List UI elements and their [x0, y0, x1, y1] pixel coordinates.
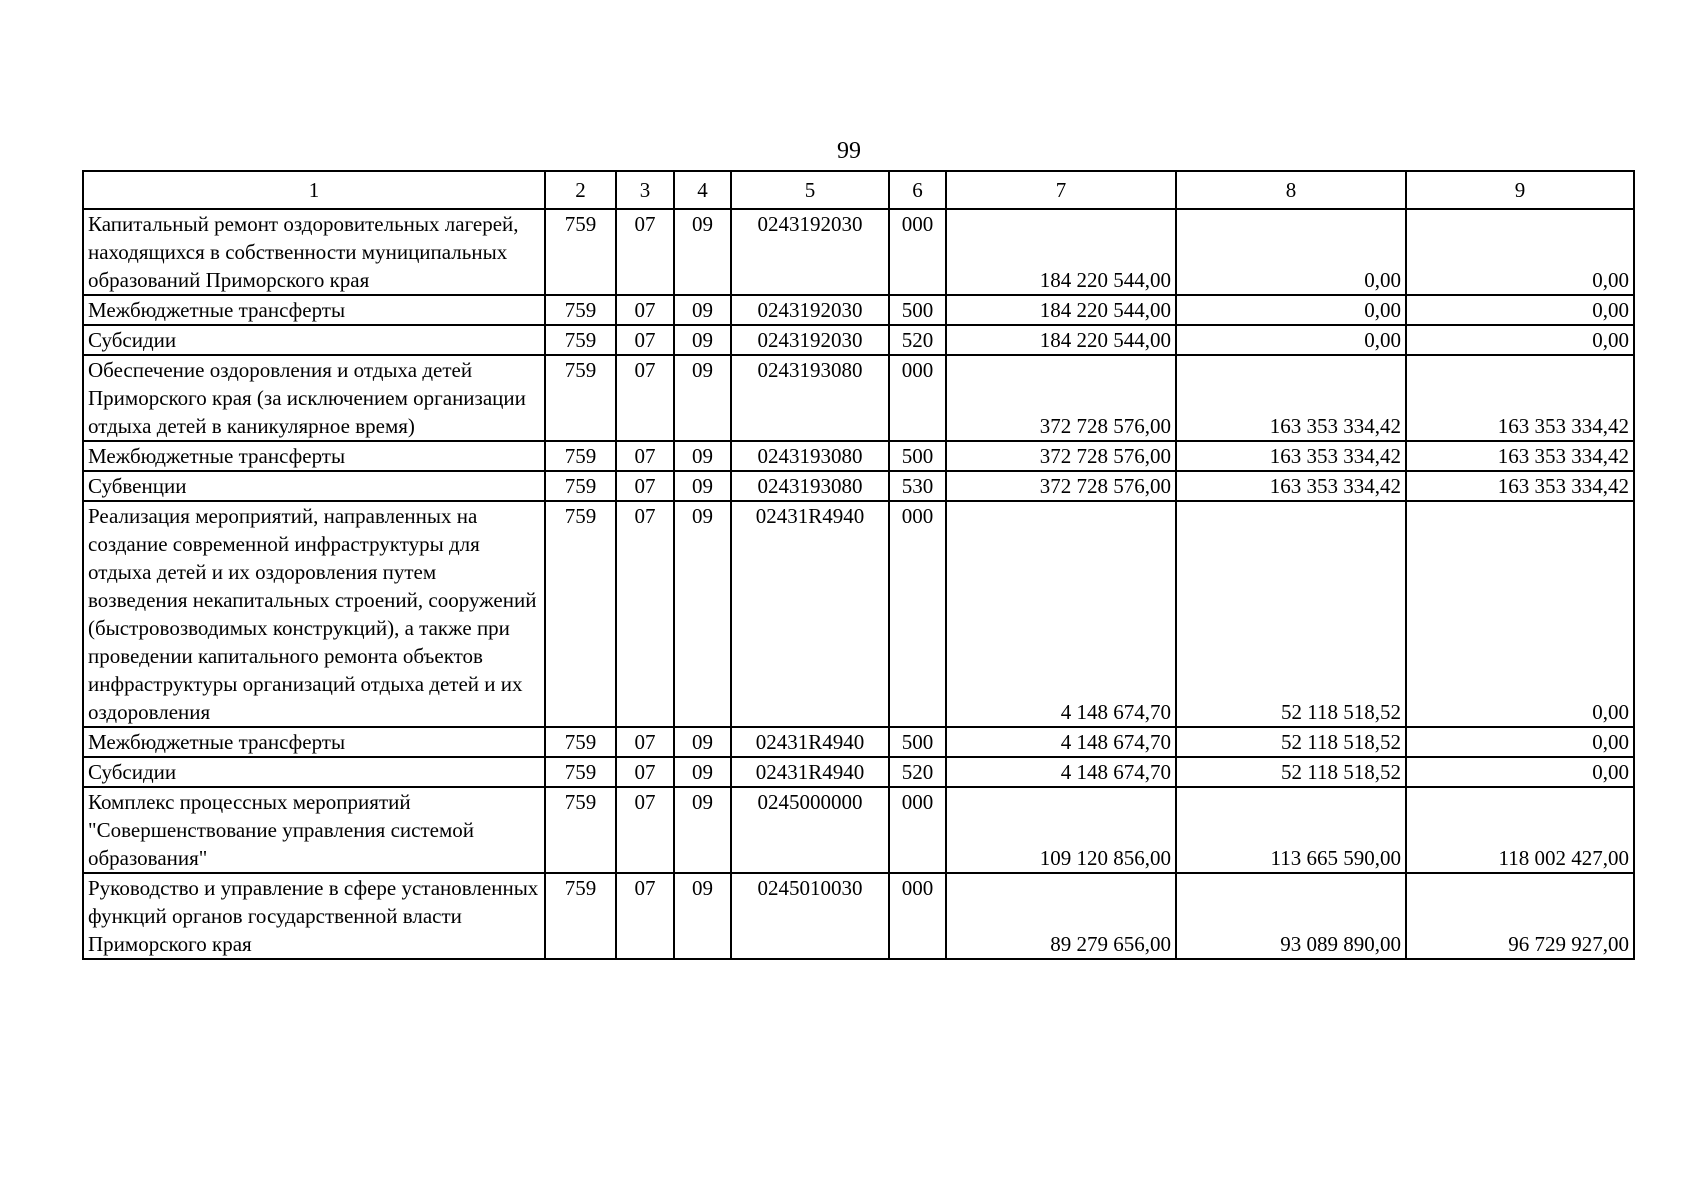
row-amount-col9: 0,00: [1406, 757, 1634, 787]
row-section-code: 07: [616, 355, 674, 441]
row-amount-col8: 52 118 518,52: [1176, 501, 1406, 727]
row-admin-code: 759: [545, 501, 616, 727]
table-row: [83, 471, 1634, 501]
row-target-code: 0243193080: [731, 441, 889, 471]
row-amount-col7: 4 148 674,70: [946, 727, 1176, 757]
row-admin-code: 759: [545, 295, 616, 325]
row-amount-col7: 109 120 856,00: [946, 787, 1176, 873]
table-row: [83, 727, 1634, 757]
row-target-code: 0245000000: [731, 787, 889, 873]
row-section-code: 07: [616, 471, 674, 501]
row-name: Межбюджетные трансферты: [83, 295, 545, 325]
row-admin-code: 759: [545, 325, 616, 355]
row-name: Реализация мероприятий, направленных на создание современной инфраструктуры для отдыха детей и их оздоровления путем возведения некапитальных строений, сооружений (быстровозводимых конструкций), а также при проведении капитального ремонта объектов инфраструктуры организаций отдыха детей и их оздоровления: [83, 501, 545, 727]
header-cell-1: 1: [83, 171, 545, 209]
row-subsection-code: 09: [674, 209, 731, 295]
row-section-code: 07: [616, 787, 674, 873]
row-amount-col8: 113 665 590,00: [1176, 787, 1406, 873]
row-name: Капитальный ремонт оздоровительных лагерей, находящихся в собственности муниципальных образований Приморского края: [83, 209, 545, 295]
row-name: Субсидии: [83, 325, 545, 355]
row-amount-col7: 372 728 576,00: [946, 355, 1176, 441]
table-row: [83, 787, 1634, 873]
row-amount-col9: 0,00: [1406, 209, 1634, 295]
row-amount-col8: 52 118 518,52: [1176, 727, 1406, 757]
row-section-code: 07: [616, 757, 674, 787]
row-expense-type-code: 500: [889, 295, 946, 325]
table-row: [83, 757, 1634, 787]
row-subsection-code: 09: [674, 441, 731, 471]
row-admin-code: 759: [545, 441, 616, 471]
row-expense-type-code: 000: [889, 209, 946, 295]
row-expense-type-code: 500: [889, 727, 946, 757]
row-subsection-code: 09: [674, 727, 731, 757]
row-name: Межбюджетные трансферты: [83, 441, 545, 471]
table-row: [83, 325, 1634, 355]
row-amount-col8: 52 118 518,52: [1176, 757, 1406, 787]
row-expense-type-code: 500: [889, 441, 946, 471]
row-subsection-code: 09: [674, 295, 731, 325]
row-expense-type-code: 530: [889, 471, 946, 501]
row-amount-col7: 89 279 656,00: [946, 873, 1176, 959]
row-amount-col9: 163 353 334,42: [1406, 441, 1634, 471]
row-section-code: 07: [616, 209, 674, 295]
row-amount-col7: 184 220 544,00: [946, 295, 1176, 325]
row-amount-col8: 0,00: [1176, 209, 1406, 295]
row-target-code: 0243192030: [731, 209, 889, 295]
row-amount-col7: 184 220 544,00: [946, 209, 1176, 295]
row-target-code: 0243192030: [731, 325, 889, 355]
row-admin-code: 759: [545, 727, 616, 757]
header-cell-3: 3: [616, 171, 674, 209]
row-amount-col8: 93 089 890,00: [1176, 873, 1406, 959]
row-target-code: 02431R4940: [731, 501, 889, 727]
row-target-code: 02431R4940: [731, 757, 889, 787]
row-amount-col9: 0,00: [1406, 501, 1634, 727]
row-amount-col7: 372 728 576,00: [946, 471, 1176, 501]
row-amount-col9: 96 729 927,00: [1406, 873, 1634, 959]
row-target-code: 02431R4940: [731, 727, 889, 757]
row-name: Межбюджетные трансферты: [83, 727, 545, 757]
row-admin-code: 759: [545, 873, 616, 959]
row-amount-col8: 163 353 334,42: [1176, 441, 1406, 471]
page-number: 99: [837, 138, 861, 164]
row-amount-col7: 4 148 674,70: [946, 757, 1176, 787]
row-amount-col7: 184 220 544,00: [946, 325, 1176, 355]
header-cell-7: 7: [946, 171, 1176, 209]
row-amount-col9: 0,00: [1406, 727, 1634, 757]
row-amount-col9: 163 353 334,42: [1406, 471, 1634, 501]
row-target-code: 0243193080: [731, 355, 889, 441]
table-row: [83, 501, 1634, 727]
row-amount-col7: 372 728 576,00: [946, 441, 1176, 471]
row-expense-type-code: 000: [889, 355, 946, 441]
table-row: [83, 209, 1634, 295]
header-cell-9: 9: [1406, 171, 1634, 209]
row-section-code: 07: [616, 501, 674, 727]
table-row: [83, 441, 1634, 471]
header-cell-2: 2: [545, 171, 616, 209]
row-section-code: 07: [616, 441, 674, 471]
row-subsection-code: 09: [674, 501, 731, 727]
row-section-code: 07: [616, 873, 674, 959]
row-expense-type-code: 000: [889, 787, 946, 873]
row-target-code: 0245010030: [731, 873, 889, 959]
row-subsection-code: 09: [674, 325, 731, 355]
row-name: Обеспечение оздоровления и отдыха детей Приморского края (за исключением организации отдыха детей в каникулярное время): [83, 355, 545, 441]
header-cell-6: 6: [889, 171, 946, 209]
row-amount-col8: 0,00: [1176, 325, 1406, 355]
row-amount-col7: 4 148 674,70: [946, 501, 1176, 727]
row-name: Субсидии: [83, 757, 545, 787]
header-cell-5: 5: [731, 171, 889, 209]
row-admin-code: 759: [545, 209, 616, 295]
row-name: Руководство и управление в сфере установленных функций органов государственной власти Приморского края: [83, 873, 545, 959]
row-name: Субвенции: [83, 471, 545, 501]
row-subsection-code: 09: [674, 757, 731, 787]
row-section-code: 07: [616, 325, 674, 355]
row-admin-code: 759: [545, 757, 616, 787]
row-target-code: 0243193080: [731, 471, 889, 501]
header-cell-8: 8: [1176, 171, 1406, 209]
row-amount-col9: 0,00: [1406, 325, 1634, 355]
row-admin-code: 759: [545, 355, 616, 441]
header-row: [83, 171, 1634, 209]
row-subsection-code: 09: [674, 873, 731, 959]
row-amount-col9: 163 353 334,42: [1406, 355, 1634, 441]
row-amount-col9: 118 002 427,00: [1406, 787, 1634, 873]
row-subsection-code: 09: [674, 787, 731, 873]
row-subsection-code: 09: [674, 471, 731, 501]
row-section-code: 07: [616, 295, 674, 325]
row-admin-code: 759: [545, 787, 616, 873]
row-admin-code: 759: [545, 471, 616, 501]
row-amount-col8: 0,00: [1176, 295, 1406, 325]
row-expense-type-code: 520: [889, 325, 946, 355]
table-row: [83, 873, 1634, 959]
row-expense-type-code: 520: [889, 757, 946, 787]
row-expense-type-code: 000: [889, 873, 946, 959]
row-name: Комплекс процессных мероприятий "Совершенствование управления системой образования": [83, 787, 545, 873]
header-cell-4: 4: [674, 171, 731, 209]
row-subsection-code: 09: [674, 355, 731, 441]
row-amount-col8: 163 353 334,42: [1176, 471, 1406, 501]
row-section-code: 07: [616, 727, 674, 757]
table-row: [83, 355, 1634, 441]
row-amount-col8: 163 353 334,42: [1176, 355, 1406, 441]
table-row: [83, 295, 1634, 325]
row-expense-type-code: 000: [889, 501, 946, 727]
row-amount-col9: 0,00: [1406, 295, 1634, 325]
row-target-code: 0243192030: [731, 295, 889, 325]
budget-table: [82, 170, 1635, 960]
